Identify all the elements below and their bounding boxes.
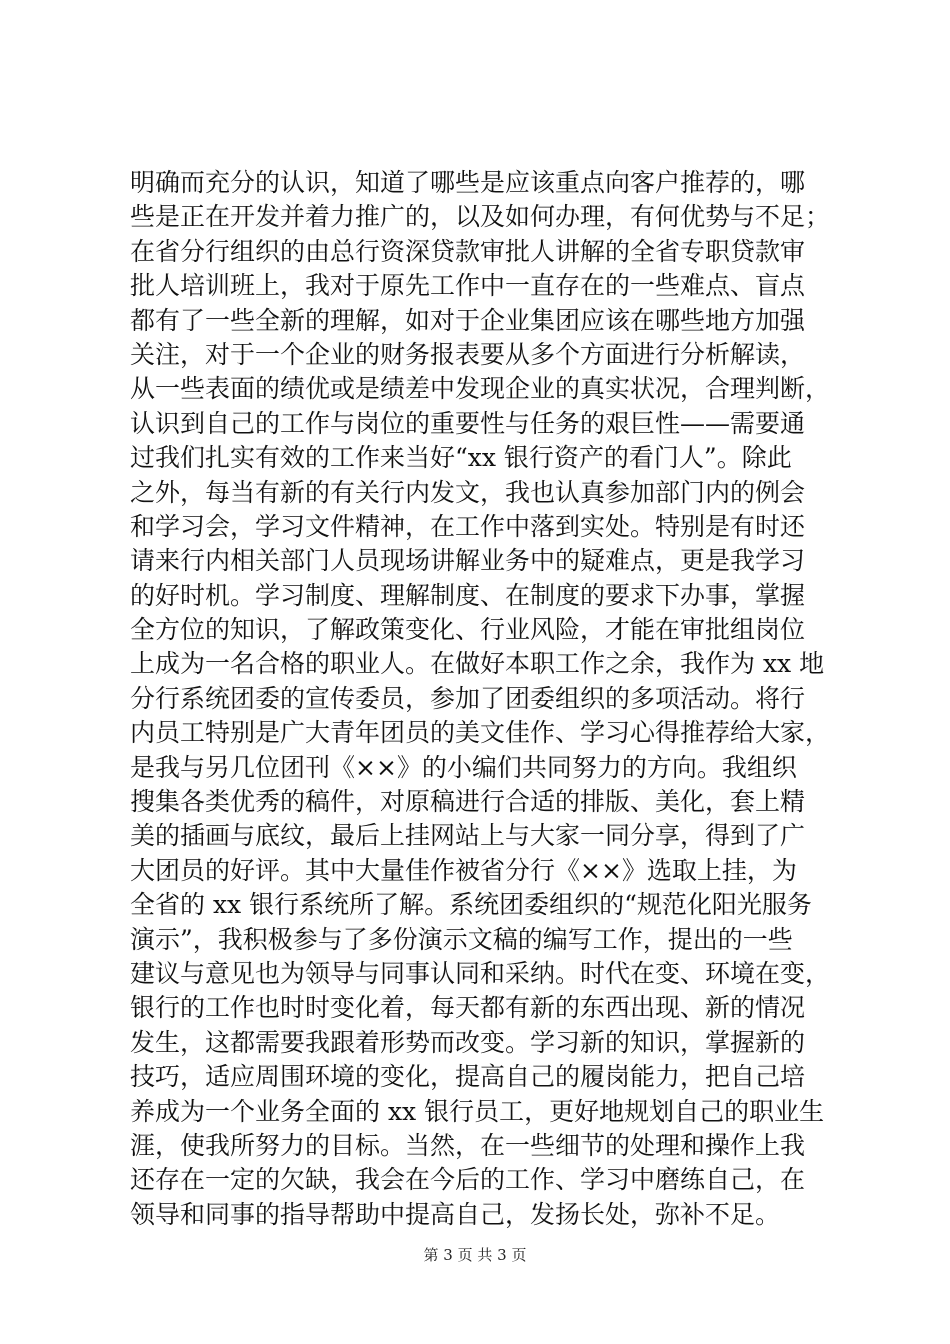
- text-line: 些是正在开发并着力推广的，以及如何办理，有何优势与不足；: [130, 202, 831, 232]
- text-line: 是我与另几位团刊《××》的小编们共同努力的方向。我组织: [130, 752, 797, 782]
- text-line: 之外，每当有新的有关行内发文，我也认真参加部门内的例会: [130, 477, 806, 507]
- body-text: [130, 166, 830, 1232]
- text-line: 过我们扎实有效的工作来当好“xx 银行资产的看门人”。除此: [130, 443, 792, 473]
- text-line: 演示”，我积极参与了多份演示文稿的编写工作，提出的一些: [130, 924, 793, 954]
- text-line: 大团员的好评。其中大量佳作被省分行《××》选取上挂，为: [130, 855, 797, 885]
- text-line: 全省的 xx 银行系统所了解。系统团委组织的“规范化阳光服务: [130, 890, 812, 920]
- text-line: 搜集各类优秀的稿件，对原稿进行合适的排版、美化，套上精: [130, 787, 806, 817]
- text-line: 养成为一个业务全面的 xx 银行员工，更好地规划自己的职业生: [130, 1096, 825, 1126]
- page-footer: 第 3 页 共 3 页: [423, 1246, 527, 1264]
- text-line: 都有了一些全新的理解，如对于企业集团应该在哪些地方加强: [130, 305, 806, 335]
- text-line: 建议与意见也为领导与同事认同和采纳。时代在变、环境在变，: [130, 958, 831, 988]
- text-line: 技巧，适应周围环境的变化，提高自己的履岗能力，把自己培: [130, 1062, 806, 1092]
- text-line: 从一些表面的绩优或是绩差中发现企业的真实状况，合理判断，: [130, 374, 831, 404]
- text-line: 美的插画与底纹，最后上挂网站上与大家一同分享，得到了广: [130, 821, 806, 851]
- text-line: 批人培训班上，我对于原先工作中一直存在的一些难点、盲点: [130, 271, 806, 301]
- text-line: 认识到自己的工作与岗位的重要性与任务的艰巨性——需要通: [130, 408, 806, 438]
- text-line: 明确而充分的认识，知道了哪些是应该重点向客户推荐的，哪: [130, 168, 806, 197]
- text-line: 上成为一名合格的职业人。在做好本职工作之余，我作为 xx 地: [130, 649, 825, 679]
- text-line: 全方位的知识，了解政策变化、行业风险，才能在审批组岗位: [130, 615, 806, 645]
- text-line: 内员工特别是广大青年团员的美文佳作、学习心得推荐给大家，: [130, 718, 831, 748]
- text-line: 的好时机。学习制度、理解制度、在制度的要求下办事，掌握: [130, 580, 806, 610]
- text-line: 在省分行组织的由总行资深贷款审批人讲解的全省专职贷款审: [130, 236, 806, 266]
- text-line: 分行系统团委的宣传委员，参加了团委组织的多项活动。将行: [130, 683, 806, 713]
- text-line: 领导和同事的指导帮助中提高自己，发扬长处，弥补不足。: [130, 1199, 781, 1229]
- text-line: 发生，这都需要我跟着形势而改变。学习新的知识，掌握新的: [130, 1027, 806, 1057]
- text-line: 请来行内相关部门人员现场讲解业务中的疑难点，更是我学习: [130, 546, 806, 576]
- text-line: 还存在一定的欠缺，我会在今后的工作、学习中磨练自己，在: [130, 1165, 806, 1195]
- text-line: 关注，对于一个企业的财务报表要从多个方面进行分析解读，: [130, 339, 806, 369]
- text-line: 涯，使我所努力的目标。当然，在一些细节的处理和操作上我: [130, 1130, 806, 1160]
- text-line: 和学习会，学习文件精神，在工作中落到实处。特别是有时还: [130, 511, 806, 541]
- text-line: 银行的工作也时时变化着，每天都有新的东西出现、新的情况: [130, 993, 806, 1023]
